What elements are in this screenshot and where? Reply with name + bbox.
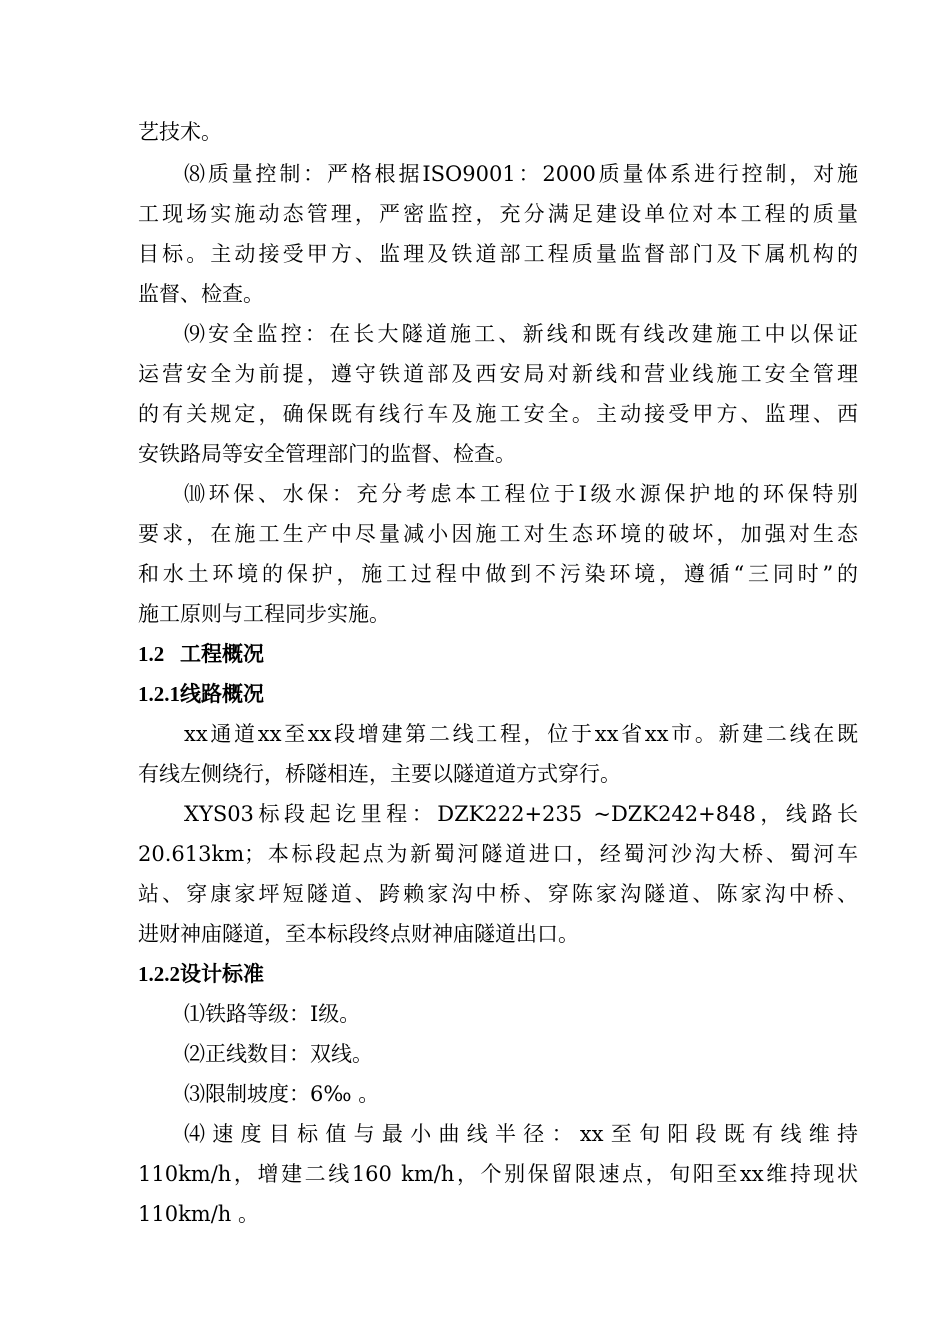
text-line: 站、穿康家坪短隧道、跨赖家沟中桥、穿陈家沟隧道、陈家沟中桥、 [138, 882, 858, 906]
paragraph-safety-monitoring: ⑼安全监控：在长大隧道施工、新线和既有线改建施工中以保证 [184, 322, 858, 346]
list-item-ruling-gradient: ⑶限制坡度：6‰ 。 [184, 1082, 380, 1106]
paragraph-quality-control: ⑻质量控制：严格根据ISO9001：2000质量体系进行控制，对施 [184, 162, 858, 186]
text-line: 和水土环境的保护，施工过程中做到不污染环境，遵循“三同时”的 [138, 562, 858, 586]
text-line: 安铁路局等安全管理部门的监督、检查。 [138, 442, 516, 466]
text-line: 工现场实施动态管理，严密监控，充分满足建设单位对本工程的质量 [138, 202, 858, 226]
text-line: 进财神庙隧道，至本标段终点财神庙隧道出口。 [138, 922, 579, 946]
paragraph-section-mileage: XYS03标段起讫里程：DZK222+235 ~DZK242+848，线路长 [184, 802, 858, 826]
paragraph-environmental-protection: ⑽环保、水保：充分考虑本工程位于Ⅰ级水源保护地的环保特别 [184, 482, 858, 506]
paragraph-route-overview: xx通道xx至xx段增建第二线工程，位于xx省xx市。新建二线在既 [184, 722, 858, 746]
text-line: 运营安全为前提，遵守铁道部及西安局对新线和营业线施工安全管理 [138, 362, 858, 386]
list-item-main-lines: ⑵正线数目：双线。 [184, 1042, 373, 1066]
text-line: 110km/h，增建二线160 km/h，个别保留限速点，旬阳至xx维持现状 [138, 1162, 858, 1186]
text-line: 要求，在施工生产中尽量减小因施工对生态环境的破坏，加强对生态 [138, 522, 858, 546]
text-line: 110km/h 。 [138, 1202, 259, 1226]
text-line: 施工原则与工程同步实施。 [138, 602, 390, 626]
list-item-railway-grade: ⑴铁路等级：Ⅰ级。 [184, 1002, 361, 1026]
text-line: 监督、检查。 [138, 282, 264, 306]
text-line: 目标。主动接受甲方、监理及铁道部工程质量监督部门及下属机构的 [138, 242, 858, 266]
section-heading-1-2: 1.2 工程概况 [138, 642, 264, 666]
text-line: 20.613km；本标段起点为新蜀河隧道进口，经蜀河沙沟大桥、蜀河车 [138, 842, 858, 866]
section-heading-1-2-2: 1.2.2设计标准 [138, 962, 264, 986]
text-line: 的有关规定，确保既有线行车及施工安全。主动接受甲方、监理、西 [138, 402, 858, 426]
text-line: 有线左侧绕行，桥隧相连，主要以隧道道方式穿行。 [138, 762, 621, 786]
text-line: 艺技术。 [138, 120, 222, 144]
list-item-speed-target: ⑷速度目标值与最小曲线半径：xx至旬阳段既有线维持 [184, 1122, 858, 1146]
section-heading-1-2-1: 1.2.1线路概况 [138, 682, 264, 706]
